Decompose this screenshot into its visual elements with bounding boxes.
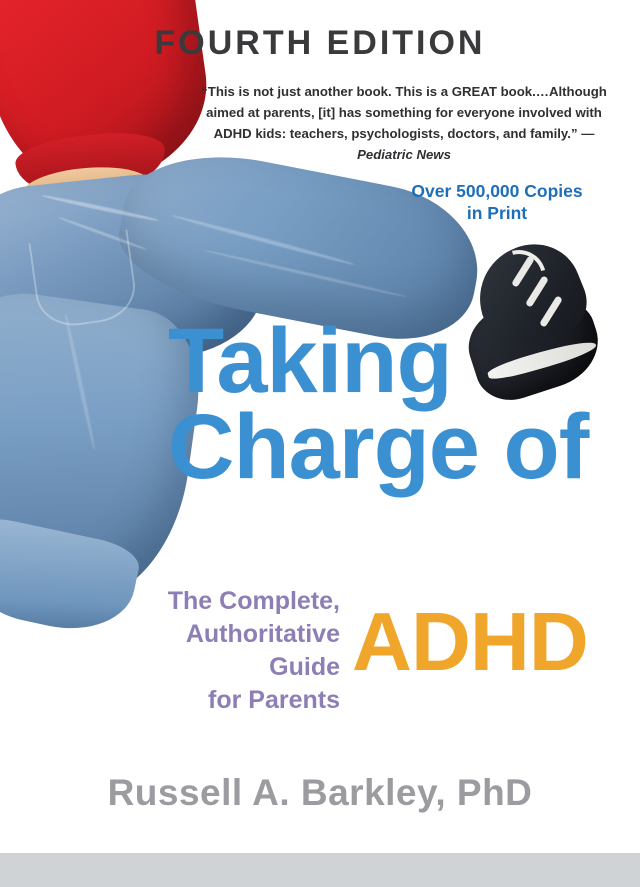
copies-badge bbox=[372, 180, 622, 225]
book-subtitle bbox=[130, 585, 340, 717]
copies-badge-line1: Over 500,000 Copies bbox=[411, 181, 583, 201]
review-blurb-source: —Pediatric News bbox=[357, 125, 595, 162]
edition-label: FOURTH EDITION bbox=[154, 24, 486, 62]
bottom-band bbox=[0, 853, 640, 887]
book-title-line2: Charge of bbox=[168, 396, 589, 499]
copies-badge-line2: in Print bbox=[466, 203, 528, 224]
book-subtitle-line2: Authoritative Guide bbox=[185, 620, 340, 681]
book-subtitle-line1: The Complete, bbox=[167, 587, 340, 615]
review-blurb bbox=[198, 82, 610, 165]
author-name: Russell A. Barkley, PhD bbox=[107, 772, 533, 813]
book-title-acronym: ADHD bbox=[352, 595, 588, 688]
review-blurb-quote: “This is not just another book. This is a GREAT book.…Although aimed at parents, [it] has something for everyone involved with ADHD kids: teachers, psychologists, doctors, and family.” bbox=[201, 84, 607, 141]
book-title-line1: Taking bbox=[168, 310, 452, 412]
book-subtitle-line3: for Parents bbox=[208, 686, 340, 714]
book-title bbox=[168, 310, 618, 499]
